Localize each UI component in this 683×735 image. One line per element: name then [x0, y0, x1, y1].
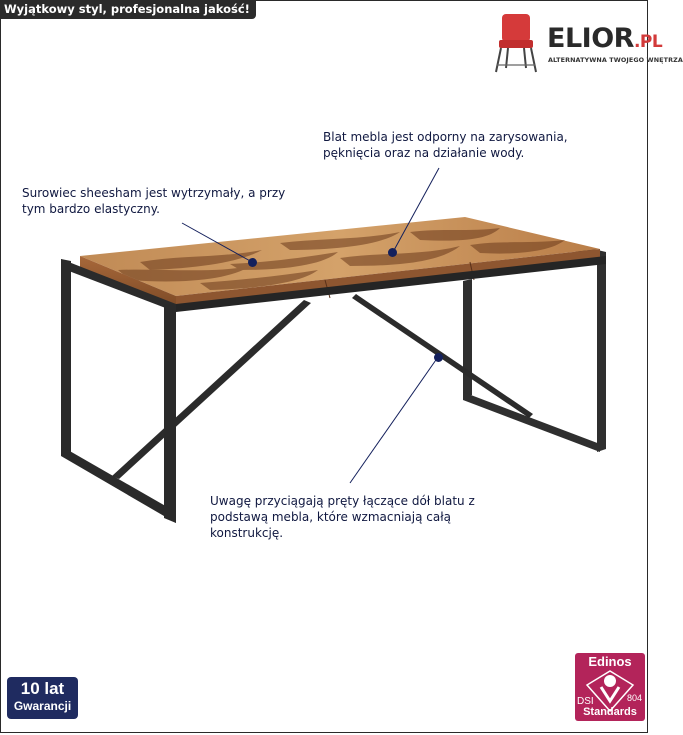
annotation-bottom [210, 493, 475, 541]
edinos-standards: Standards [583, 706, 637, 718]
edinos-title: Edinos [588, 654, 632, 669]
warranty-years: 10 lat [20, 679, 65, 698]
logo-suffix: .PL [633, 32, 663, 52]
promo-banner: Wyjątkowy styl, profesjonalna jakość! [0, 0, 256, 19]
logo-tagline: ALTERNATYWNA TWOJEGO WNĘTRZA [548, 56, 683, 64]
annotation-bottom-line2: podstawą mebla, które wzmacniają całą [210, 510, 452, 524]
callout-dot-left [248, 258, 257, 267]
edinos-number: 804 [626, 693, 642, 703]
edinos-badge [575, 653, 645, 721]
annotation-left-line1: Surowiec sheesham jest wytrzymały, a przy [22, 186, 286, 200]
logo-name: ELIOR [547, 23, 634, 54]
warranty-badge [7, 677, 78, 719]
annotation-top-right-line2: pęknięcia oraz na działanie wody. [323, 146, 525, 160]
annotation-left [22, 185, 285, 217]
annotation-bottom-line1: Uwagę przyciągają pręty łączące dół blatu z [210, 494, 475, 508]
annotation-left-line2: tym bardzo elastyczny. [22, 202, 160, 216]
edinos-dsi: DSI [577, 696, 594, 707]
annotation-bottom-line3: konstrukcję. [210, 526, 284, 540]
annotation-top-right [323, 129, 568, 161]
callout-dot-bottom [434, 353, 443, 362]
callout-dot-top [388, 248, 397, 257]
annotation-top-right-line1: Blat mebla jest odporny na zarysowania, [323, 130, 568, 144]
warranty-label: Gwarancji [13, 699, 72, 713]
